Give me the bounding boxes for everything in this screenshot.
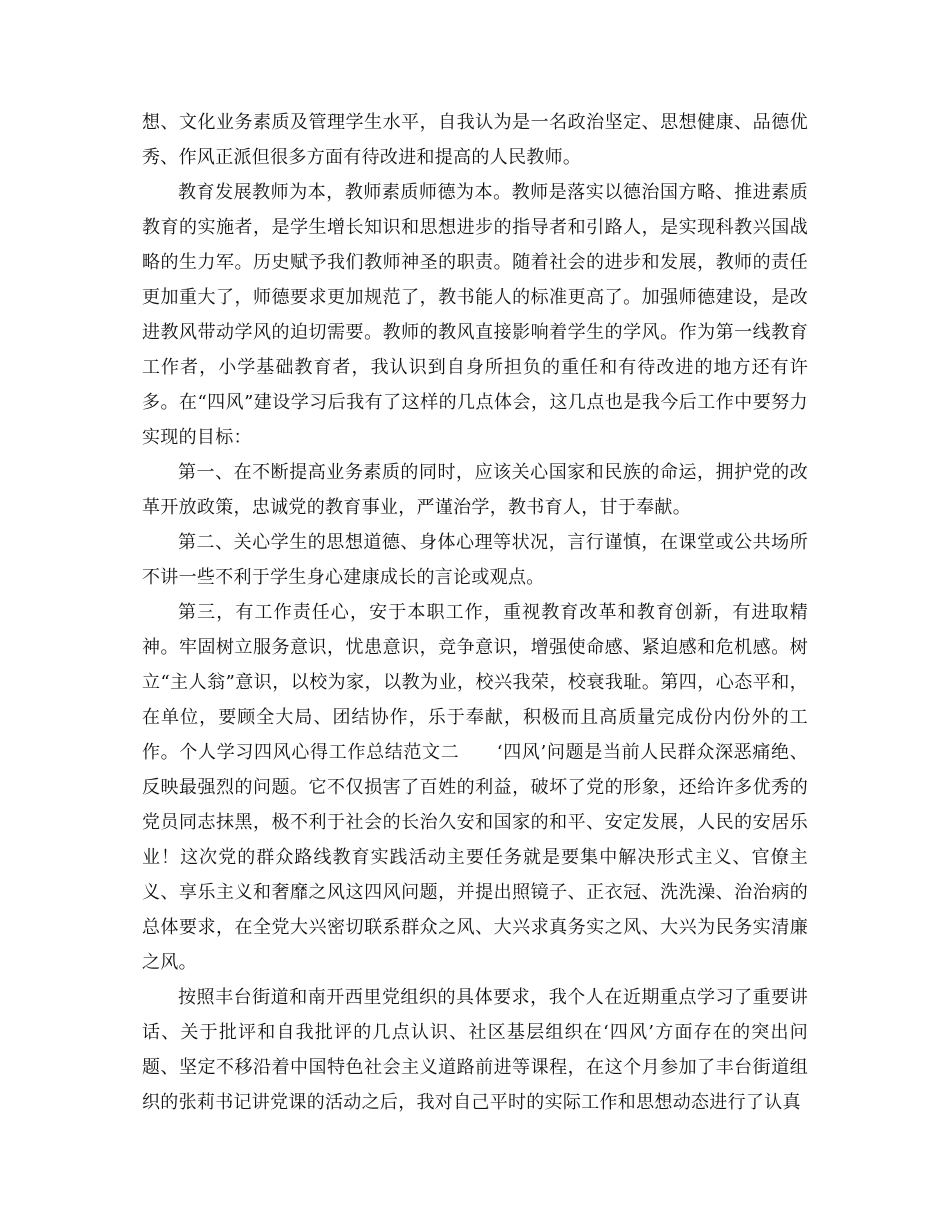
paragraph-6: 按照丰台街道和南开西里党组织的具体要求，我个人在近期重点学习了重要讲话、关于批评和自我批评的几点认识、社区基层组织在‘四风’方面存在的突出问题、坚定不移沿着中国特色社会主义道路前进等课程，在这个月参加了丰台街道组织的张莉书记讲党课的活动之后，我对自己平时的实际工作和思想动态进行了认真 <box>142 987 808 1113</box>
paragraph-5: 第三，有工作责任心，安于本职工作，重视教育改革和教育创新，有进取精神。牢固树立服务意识，忧患意识，竞争意识，增强使命感、紧迫感和危机感。树立“主人翁”意识，以校为家，以教为业，校兴我荣，校衰我耻。第四，心态平和，在单位，要顾全大局、团结协作，乐于奉献，积极而且高质量完成份内份外的工作。个人学习四风心得工作总结范文二 ‘四风’问题是当前人民群众深恶痛绝、反映最强烈的问题。它不仅损害了百姓的利益，破坏了党的形象，还给许多优秀的党员同志抹黑，极不利于社会的长治久安和国家的和平、安定发展，人民的安居乐业！这次党的群众路线教育实践活动主要任务就是要集中解决形式主义、官僚主义、享乐主义和奢靡之风这四风问题，并提出照镜子、正衣冠、洗洗澡、治治病的总体要求，在全党大兴密切联系群众之风、大兴求真务实之风、大兴为民务实清廉之风。 <box>142 602 808 973</box>
paragraph-1: 想、文化业务素质及管理学生水平，自我认为是一名政治坚定、思想健康、品德优秀、作风正派但很多方面有待改进和提高的人民教师。 <box>142 112 808 168</box>
paragraph-4: 第二、关心学生的思想道德、身体心理等状况，言行谨慎，在课堂或公共场所不讲一些不利于学生身心建康成长的言论或观点。 <box>142 532 808 588</box>
paragraph-2: 教育发展教师为本，教师素质师德为本。教师是落实以德治国方略、推进素质教育的实施者，是学生增长知识和思想进步的指导者和引路人，是实现科教兴国战略的生力军。历史赋予我们教师神圣的职责。随着社会的进步和发展，教师的责任更加重大了，师德要求更加规范了，教书能人的标准更高了。加强师德建设，是改进教风带动学风的迫切需要。教师的教风直接影响着学生的学风。作为第一线教育工作者，小学基础教育者，我认识到自身所担负的重任和有待改进的地方还有许多。在“四风”建设学习后我有了这样的几点体会，这几点也是我今后工作中要努力实现的目标： <box>142 182 808 448</box>
paragraph-3: 第一、在不断提高业务素质的同时，应该关心国家和民族的命运，拥护党的改革开放政策，忠诚党的教育事业，严谨治学，教书育人，甘于奉献。 <box>142 462 808 518</box>
